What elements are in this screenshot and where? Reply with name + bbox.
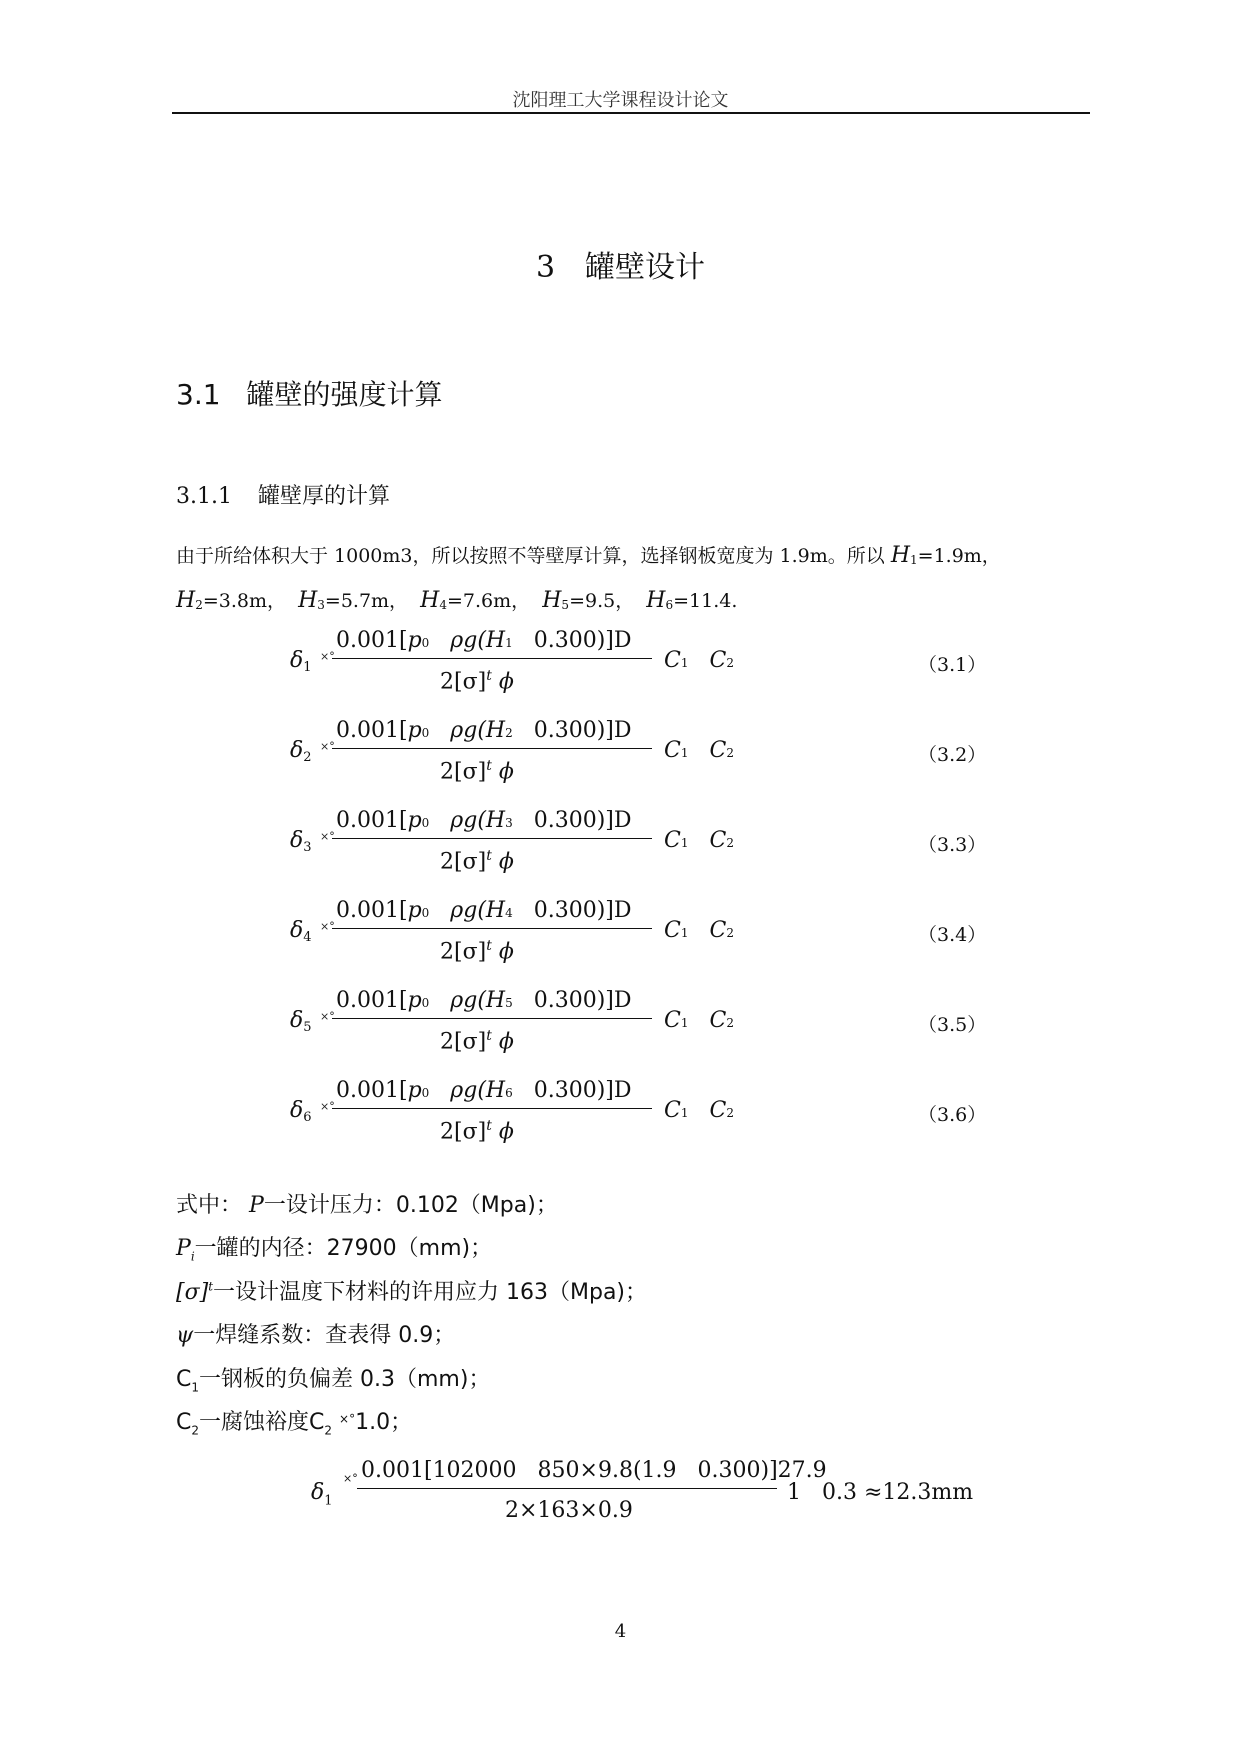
final-equation: [305, 1458, 1005, 1532]
chapter-number: 3: [535, 250, 556, 285]
sigma-desc: 一设计温度下材料的许用应力 163（Mpa)；: [213, 1280, 648, 1305]
final-numerator: 0.001[102000 850×9.8(1.9 0.300)]27.9: [361, 1458, 827, 1483]
chapter-title: 罐壁设计: [585, 250, 706, 285]
sub-4: 4: [439, 598, 447, 612]
equation-number: （3.2）: [918, 744, 987, 766]
where-psi: [176, 1318, 455, 1349]
sub-3: 3: [317, 598, 325, 612]
var-C2: $C_2$: [176, 1410, 200, 1438]
eq-lhs: $\delta_6$: [290, 1098, 312, 1125]
intro-line-2: [176, 590, 1096, 612]
where-lead: 式中：: [176, 1193, 243, 1218]
eq-lhs-index: 6: [303, 1110, 312, 1125]
section-number: 3.1: [176, 378, 221, 411]
equation-number: （3.6）: [918, 1104, 987, 1126]
p-desc: 一设计压力：0.102（Mpa)；: [263, 1193, 558, 1218]
where-p: [176, 1188, 558, 1219]
psi-desc: 一焊缝系数：查表得 0.9；: [193, 1323, 456, 1348]
equation-number: （3.3）: [918, 834, 987, 856]
intro-H4: =7.6m，: [446, 590, 531, 612]
var-H: H: [298, 588, 318, 613]
sub-6: 6: [665, 598, 674, 612]
eq-denominator: $2[\sigma]^t$ ϕ: [440, 848, 514, 875]
eq-lhs: $\delta_3$: [290, 828, 312, 855]
eq-denominator: $2[\sigma]^t$ ϕ: [440, 668, 514, 695]
var-C1: $C_1$: [176, 1367, 200, 1395]
fraction-bar: [332, 1108, 652, 1109]
intro-line-1: [176, 545, 1096, 567]
ocr-glyph: ×°: [339, 1412, 356, 1426]
equation-3-6: [280, 1078, 1000, 1152]
eq-numerator: 0.001[p0 ρg(H6 0.300)]D: [336, 1078, 632, 1103]
intro-H2: =3.8m，: [202, 590, 286, 612]
subsection-heading: [176, 479, 390, 510]
eq-numerator: 0.001[p0 ρg(H2 0.300)]D: [336, 718, 632, 743]
var-Pi: $P_i$: [176, 1236, 195, 1264]
eq-denominator: $2[\sigma]^t$ ϕ: [440, 1028, 514, 1055]
eq-lhs-index: 1: [303, 660, 312, 675]
c1-desc: 一钢板的负偏差 0.3（mm)；: [199, 1367, 491, 1392]
chapter-heading: [0, 242, 1241, 286]
where-pi: [176, 1231, 492, 1263]
var-P: P: [249, 1193, 264, 1218]
intro-H1: =1.9m，: [917, 545, 1001, 567]
where-sigma: [176, 1275, 647, 1306]
c2-desc: 一腐蚀裕度: [199, 1410, 310, 1435]
sub-2: 2: [195, 598, 203, 612]
eq-lhs: $\delta_5$: [290, 1008, 312, 1035]
var-sigma: $[\sigma]^t$: [176, 1279, 214, 1305]
eq-lhs: $\delta_4$: [290, 918, 312, 945]
ocr-glyph: ×°: [320, 740, 335, 753]
fraction-bar: [332, 748, 652, 749]
final-lhs: $\delta_1$: [311, 1480, 333, 1509]
ocr-glyph: ×°: [320, 1100, 335, 1113]
equation-number: （3.1）: [918, 654, 987, 676]
fraction-bar: [357, 1488, 777, 1489]
eq-tail: C1 C2: [664, 1008, 734, 1033]
var-H: H: [646, 588, 666, 613]
var-H: H: [890, 543, 911, 568]
final-denominator: 2×163×0.9: [505, 1498, 633, 1523]
intro-text: 由于所给体积大于 1000m3，所以按照不等壁厚计算，选择钢板宽度为 1.9m。所以: [176, 545, 885, 567]
eq-tail: C1 C2: [664, 918, 734, 943]
eq-lhs: $\delta_2$: [290, 738, 312, 765]
eq-numerator: 0.001[p0 ρg(H1 0.300)]D: [336, 628, 632, 653]
equation-3-2: [280, 718, 1000, 792]
var-H: H: [420, 588, 440, 613]
where-c2: [176, 1405, 412, 1437]
eq-denominator: $2[\sigma]^t$ ϕ: [440, 938, 514, 965]
eq-tail: C1 C2: [664, 648, 734, 673]
section-heading: [176, 373, 443, 413]
eq-lhs-index: 4: [303, 930, 312, 945]
sub-5: 5: [561, 598, 570, 612]
equation-3-3: [280, 808, 1000, 882]
equation-number: （3.4）: [918, 924, 987, 946]
header-rule: [172, 112, 1090, 114]
equation-3-4: [280, 898, 1000, 972]
where-c1: [176, 1362, 490, 1394]
page-number: 4: [614, 1621, 627, 1642]
eq-lhs: $\delta_1$: [290, 648, 312, 675]
ocr-glyph: ×°: [320, 830, 335, 843]
eq-numerator: 0.001[p0 ρg(H3 0.300)]D: [336, 808, 632, 833]
eq-denominator: $2[\sigma]^t$ ϕ: [440, 1118, 514, 1145]
final-tail: 1 0.3 ≈12.3mm: [773, 1480, 974, 1505]
eq-lhs-index: 2: [303, 750, 312, 765]
ocr-glyph: ×°: [320, 920, 335, 933]
intro-H5: =9.5，: [569, 590, 635, 612]
section-title: 罐壁的强度计算: [246, 378, 443, 411]
fraction-bar: [332, 658, 652, 659]
intro-H3: =5.7m，: [324, 590, 409, 612]
var-psi: ψ: [176, 1323, 194, 1348]
fraction-bar: [332, 1018, 652, 1019]
var-H: H: [176, 588, 196, 613]
fraction-bar: [332, 838, 652, 839]
eq-lhs-index: 3: [303, 840, 312, 855]
ocr-glyph: ×°: [320, 650, 335, 663]
eq-tail: C1 C2: [664, 1098, 734, 1123]
fraction-bar: [332, 928, 652, 929]
pi-desc: 一罐的内径：27900（mm)；: [194, 1236, 493, 1261]
eq-tail: C1 C2: [664, 738, 734, 763]
subsection-number: 3.1.1: [176, 484, 232, 509]
c2-value: 1.0；: [355, 1410, 413, 1435]
var-C2-inline: $C_2$: [309, 1410, 333, 1438]
eq-numerator: 0.001[p0 ρg(H5 0.300)]D: [336, 988, 632, 1013]
intro-H6: =11.4.: [673, 590, 738, 612]
equation-3-1: [280, 628, 1000, 702]
ocr-glyph: ×°: [343, 1472, 358, 1485]
eq-tail: C1 C2: [664, 828, 734, 853]
subsection-title: 罐壁厚的计算: [257, 484, 390, 509]
eq-numerator: 0.001[p0 ρg(H4 0.300)]D: [336, 898, 632, 923]
ocr-glyph: ×°: [320, 1010, 335, 1023]
equation-number: （3.5）: [918, 1014, 987, 1036]
eq-lhs-index: 5: [303, 1020, 312, 1035]
running-header: 沈阳理工大学课程设计论文: [512, 90, 729, 111]
var-H: H: [542, 588, 562, 613]
sub-1: 1: [910, 553, 918, 567]
equation-3-5: [280, 988, 1000, 1062]
eq-denominator: $2[\sigma]^t$ ϕ: [440, 758, 514, 785]
